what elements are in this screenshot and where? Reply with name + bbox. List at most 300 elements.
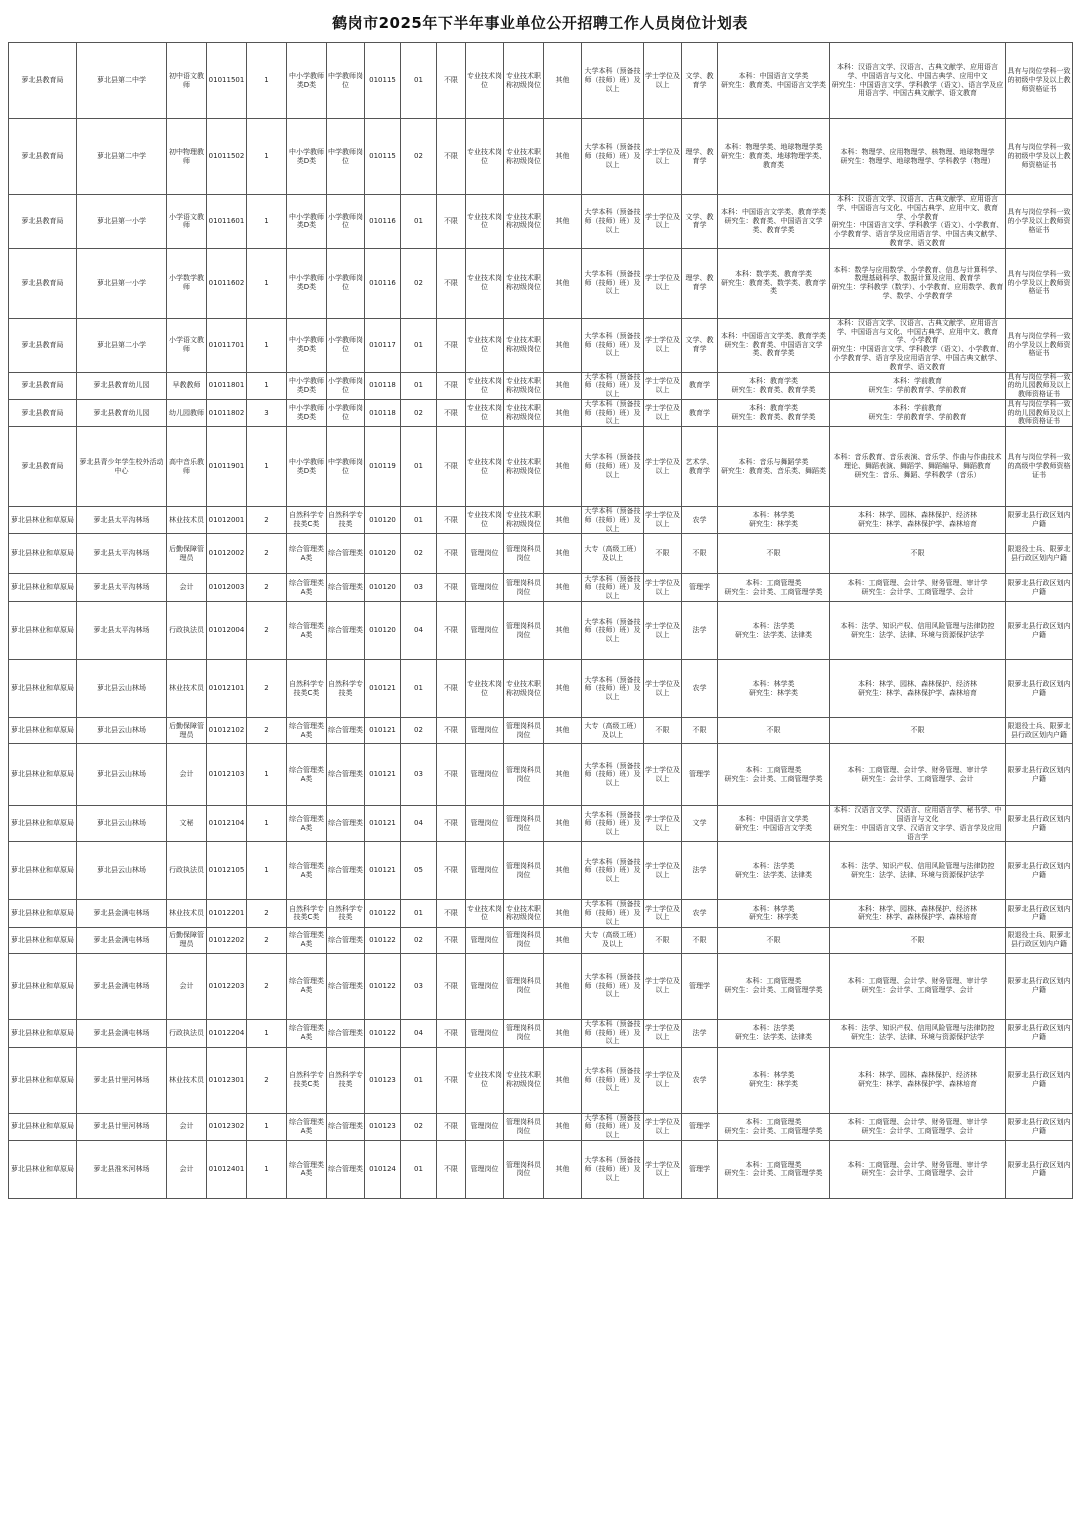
cell-major-category: 本科：工商管理类 研究生：会计类、工商管理学类 (718, 953, 830, 1019)
cell-position-number: 02 (401, 534, 437, 574)
cell-post-level: 管理岗科员岗位 (504, 602, 544, 660)
cell-position-type: 自然科学专技类 (327, 900, 365, 927)
cell-gender: 不限 (437, 842, 466, 900)
cell-position-name: 早教教师 (167, 372, 207, 399)
cell-other: 其他 (544, 427, 582, 507)
table-row (9, 806, 1073, 842)
cell-employer-code: 010117 (365, 318, 401, 372)
cell-other: 其他 (544, 119, 582, 195)
cell-position-code: 01012101 (207, 660, 247, 718)
cell-other-conditions: 限萝北县行政区划内户籍 (1006, 806, 1073, 842)
cell-education: 大学本科（预备技师（技师）班）及以上 (582, 953, 644, 1019)
cell-other: 其他 (544, 1140, 582, 1198)
cell-post-nature: 专业技术岗位 (466, 43, 504, 119)
cell-employer: 萝北县太平沟林场 (77, 507, 167, 534)
cell-major-specific: 本科：工商管理、会计学、财务管理、审计学 研究生：会计学、工商管理学、会计 (830, 1113, 1006, 1140)
cell-position-number: 02 (401, 119, 437, 195)
cell-post-level: 管理岗科员岗位 (504, 574, 544, 602)
cell-gender: 不限 (437, 43, 466, 119)
cell-major-category: 本科：法学类 研究生：法学类、法律类 (718, 602, 830, 660)
cell-education: 大学本科（预备技师（技师）班）及以上 (582, 1047, 644, 1113)
cell-employer-code: 010122 (365, 900, 401, 927)
cell-degree: 学士学位及以上 (644, 1019, 682, 1047)
cell-major-category: 本科：中国语言文学类、教育学类 研究生：教育类、中国语言文学类、教育学类 (718, 318, 830, 372)
cell-major-category: 本科：林学类 研究生：林学类 (718, 900, 830, 927)
cell-post-level: 专业技术职称初级岗位 (504, 318, 544, 372)
cell-position-number: 01 (401, 43, 437, 119)
cell-headcount: 1 (247, 119, 287, 195)
cell-discipline: 管理学 (682, 1140, 718, 1198)
table-row (9, 1047, 1073, 1113)
cell-discipline: 法学 (682, 1019, 718, 1047)
cell-post-level: 专业技术职称初级岗位 (504, 372, 544, 399)
cell-discipline: 文学、教育学 (682, 195, 718, 249)
cell-other: 其他 (544, 534, 582, 574)
cell-position-name: 林业技术员 (167, 507, 207, 534)
table-row (9, 744, 1073, 806)
cell-major-category: 本科：法学类 研究生：法学类、法律类 (718, 1019, 830, 1047)
cell-headcount: 1 (247, 427, 287, 507)
cell-position-category: 综合管理类A类 (287, 927, 327, 953)
cell-employer: 萝北县第二小学 (77, 318, 167, 372)
cell-employer-code: 010116 (365, 248, 401, 318)
cell-other-conditions: 限萝北县行政区划内户籍 (1006, 602, 1073, 660)
cell-post-level: 管理岗科员岗位 (504, 1019, 544, 1047)
cell-other-conditions: 具有与岗位学科一致的初级中学及以上教师资格证书 (1006, 119, 1073, 195)
cell-position-code: 01012203 (207, 953, 247, 1019)
cell-degree: 学士学位及以上 (644, 1140, 682, 1198)
cell-employer: 萝北县云山林场 (77, 744, 167, 806)
cell-department: 萝北县林业和草原局 (9, 953, 77, 1019)
cell-employer-code: 010123 (365, 1047, 401, 1113)
cell-post-level: 管理岗科员岗位 (504, 1140, 544, 1198)
cell-gender: 不限 (437, 806, 466, 842)
cell-major-category: 本科：工商管理类 研究生：会计类、工商管理学类 (718, 574, 830, 602)
cell-major-specific: 不限 (830, 927, 1006, 953)
cell-employer: 萝北县第一小学 (77, 195, 167, 249)
cell-other: 其他 (544, 248, 582, 318)
cell-post-nature: 专业技术岗位 (466, 195, 504, 249)
cell-post-level: 管理岗科员岗位 (504, 806, 544, 842)
cell-major-category: 本科：教育学类 研究生：教育类、教育学类 (718, 399, 830, 426)
cell-major-specific: 本科：法学、知识产权、信用风险管理与法律防控 研究生：法学、法律、环境与资源保护法学 (830, 842, 1006, 900)
cell-post-level: 专业技术职称初级岗位 (504, 660, 544, 718)
cell-major-specific: 本科：学前教育 研究生：学前教育学、学前教育 (830, 372, 1006, 399)
cell-headcount: 2 (247, 1047, 287, 1113)
cell-discipline: 管理学 (682, 744, 718, 806)
cell-headcount: 1 (247, 43, 287, 119)
cell-discipline: 不限 (682, 927, 718, 953)
cell-position-number: 04 (401, 806, 437, 842)
cell-department: 萝北县林业和草原局 (9, 1140, 77, 1198)
cell-post-nature: 管理岗位 (466, 1140, 504, 1198)
cell-position-type: 综合管理类 (327, 718, 365, 744)
cell-position-number: 01 (401, 1140, 437, 1198)
cell-other: 其他 (544, 574, 582, 602)
cell-post-level: 专业技术职称初级岗位 (504, 900, 544, 927)
cell-other: 其他 (544, 953, 582, 1019)
cell-position-name: 小学数学教师 (167, 248, 207, 318)
cell-other: 其他 (544, 806, 582, 842)
cell-position-code: 01011901 (207, 427, 247, 507)
cell-position-number: 03 (401, 953, 437, 1019)
cell-major-category: 本科：中国语言文学类 研究生：教育类、中国语言文学类 (718, 43, 830, 119)
cell-gender: 不限 (437, 718, 466, 744)
cell-employer-code: 010121 (365, 660, 401, 718)
cell-position-name: 幼儿园教师 (167, 399, 207, 426)
cell-discipline: 教育学 (682, 372, 718, 399)
cell-degree: 不限 (644, 534, 682, 574)
cell-degree: 学士学位及以上 (644, 399, 682, 426)
cell-department: 萝北县教育局 (9, 399, 77, 426)
cell-position-name: 小学语文教师 (167, 318, 207, 372)
cell-employer: 萝北县云山林场 (77, 718, 167, 744)
cell-position-category: 综合管理类A类 (287, 744, 327, 806)
cell-department: 萝北县教育局 (9, 248, 77, 318)
cell-discipline: 农学 (682, 900, 718, 927)
cell-headcount: 1 (247, 248, 287, 318)
cell-degree: 不限 (644, 927, 682, 953)
table-row (9, 574, 1073, 602)
cell-discipline: 艺术学、教育学 (682, 427, 718, 507)
cell-post-nature: 专业技术岗位 (466, 248, 504, 318)
cell-other: 其他 (544, 195, 582, 249)
cell-gender: 不限 (437, 1019, 466, 1047)
cell-other: 其他 (544, 507, 582, 534)
cell-gender: 不限 (437, 574, 466, 602)
cell-position-category: 综合管理类A类 (287, 574, 327, 602)
cell-degree: 学士学位及以上 (644, 602, 682, 660)
cell-position-code: 01011701 (207, 318, 247, 372)
cell-degree: 学士学位及以上 (644, 507, 682, 534)
cell-position-code: 01012105 (207, 842, 247, 900)
cell-position-category: 自然科学专技类C类 (287, 507, 327, 534)
cell-position-name: 后勤保障管理员 (167, 534, 207, 574)
cell-major-category: 本科：工商管理类 研究生：会计类、工商管理学类 (718, 1140, 830, 1198)
cell-other-conditions: 限退役士兵、限萝北县行政区划内户籍 (1006, 927, 1073, 953)
cell-position-name: 行政执法员 (167, 602, 207, 660)
cell-position-category: 综合管理类A类 (287, 1113, 327, 1140)
cell-department: 萝北县林业和草原局 (9, 1047, 77, 1113)
cell-position-name: 文秘 (167, 806, 207, 842)
cell-position-code: 01012204 (207, 1019, 247, 1047)
cell-employer-code: 010118 (365, 399, 401, 426)
cell-position-number: 01 (401, 507, 437, 534)
cell-position-code: 01011601 (207, 195, 247, 249)
cell-department: 萝北县林业和草原局 (9, 1019, 77, 1047)
cell-major-category: 本科：中国语言文学类 研究生：中国语言文学类 (718, 806, 830, 842)
cell-position-number: 01 (401, 1047, 437, 1113)
cell-gender: 不限 (437, 195, 466, 249)
cell-gender: 不限 (437, 399, 466, 426)
cell-other: 其他 (544, 399, 582, 426)
cell-other: 其他 (544, 1019, 582, 1047)
cell-major-specific: 本科：汉语言文学、汉语言、古典文献学、应用语言学、中国语言与文化、中国古典学、应用中文、教育学、小学教育 研究生：中国语言文学、学科教学（语文）、小学教育、小学教育学、语言学及应用语言学、中国古典文献学、教育学、语文教育 (830, 195, 1006, 249)
cell-education: 大学本科（预备技师（技师）班）及以上 (582, 507, 644, 534)
cell-education: 大学本科（预备技师（技师）班）及以上 (582, 318, 644, 372)
cell-discipline: 理学、教育学 (682, 248, 718, 318)
cell-employer-code: 010122 (365, 927, 401, 953)
table-row (9, 927, 1073, 953)
cell-position-name: 会计 (167, 953, 207, 1019)
cell-employer-code: 010121 (365, 842, 401, 900)
cell-degree: 学士学位及以上 (644, 372, 682, 399)
cell-position-type: 综合管理类 (327, 534, 365, 574)
cell-post-level: 专业技术职称初级岗位 (504, 43, 544, 119)
cell-education: 大学本科（预备技师（技师）班）及以上 (582, 842, 644, 900)
cell-education: 大学本科（预备技师（技师）班）及以上 (582, 1140, 644, 1198)
cell-other: 其他 (544, 927, 582, 953)
cell-major-specific: 本科：林学、园林、森林保护、经济林 研究生：林学、森林保护学、森林培育 (830, 660, 1006, 718)
cell-other-conditions: 具有与岗位学科一致的高级中学教师资格证书 (1006, 427, 1073, 507)
cell-other-conditions: 限萝北县行政区划内户籍 (1006, 1019, 1073, 1047)
cell-other-conditions: 限萝北县行政区划内户籍 (1006, 1113, 1073, 1140)
cell-degree: 学士学位及以上 (644, 842, 682, 900)
cell-education: 大学本科（预备技师（技师）班）及以上 (582, 1019, 644, 1047)
cell-other: 其他 (544, 1047, 582, 1113)
cell-position-type: 综合管理类 (327, 1113, 365, 1140)
cell-employer: 萝北县教育幼儿园 (77, 372, 167, 399)
cell-post-nature: 专业技术岗位 (466, 372, 504, 399)
cell-other-conditions: 限萝北县行政区划内户籍 (1006, 900, 1073, 927)
cell-position-type: 综合管理类 (327, 953, 365, 1019)
cell-position-category: 综合管理类A类 (287, 602, 327, 660)
cell-other: 其他 (544, 318, 582, 372)
cell-employer: 萝北县青少年学生校外活动中心 (77, 427, 167, 507)
cell-post-level: 管理岗科员岗位 (504, 927, 544, 953)
cell-position-type: 中学教师岗位 (327, 43, 365, 119)
cell-position-code: 01012002 (207, 534, 247, 574)
cell-gender: 不限 (437, 318, 466, 372)
cell-major-specific: 本科：工商管理、会计学、财务管理、审计学 研究生：会计学、工商管理学、会计 (830, 744, 1006, 806)
cell-position-name: 会计 (167, 1113, 207, 1140)
cell-degree: 学士学位及以上 (644, 574, 682, 602)
cell-post-level: 管理岗科员岗位 (504, 718, 544, 744)
cell-education: 大专（高级工班）及以上 (582, 718, 644, 744)
cell-education: 大学本科（预备技师（技师）班）及以上 (582, 427, 644, 507)
cell-major-category: 本科：林学类 研究生：林学类 (718, 660, 830, 718)
cell-degree: 学士学位及以上 (644, 744, 682, 806)
cell-position-number: 05 (401, 842, 437, 900)
table-row (9, 43, 1073, 119)
cell-degree: 学士学位及以上 (644, 43, 682, 119)
cell-gender: 不限 (437, 372, 466, 399)
cell-gender: 不限 (437, 660, 466, 718)
cell-major-category: 本科：物理学类、地球物理学类 研究生：教育类、地球物理学类、教育类 (718, 119, 830, 195)
cell-education: 大学本科（预备技师（技师）班）及以上 (582, 399, 644, 426)
cell-post-level: 管理岗科员岗位 (504, 953, 544, 1019)
cell-position-category: 综合管理类A类 (287, 1019, 327, 1047)
cell-post-nature: 管理岗位 (466, 1019, 504, 1047)
cell-position-category: 中小学教师类D类 (287, 427, 327, 507)
cell-headcount: 2 (247, 660, 287, 718)
cell-position-category: 综合管理类A类 (287, 842, 327, 900)
cell-major-category: 本科：法学类 研究生：法学类、法律类 (718, 842, 830, 900)
cell-major-specific: 本科：汉语言文学、汉语言、古典文献学、应用语言学、中国语言与文化、中国古典学、应用中文、教育学、小学教育 研究生：中国语言文学、学科教学（语文）、小学教育、小学教育学、语言学及应用语言学、中国古典文献学、教育学、语文教育 (830, 318, 1006, 372)
cell-gender: 不限 (437, 1113, 466, 1140)
cell-education: 大学本科（预备技师（技师）班）及以上 (582, 806, 644, 842)
cell-major-specific: 本科：林学、园林、森林保护、经济林 研究生：林学、森林保护学、森林培育 (830, 900, 1006, 927)
cell-employer: 萝北县金满屯林场 (77, 953, 167, 1019)
cell-discipline: 文学 (682, 806, 718, 842)
cell-position-code: 01012102 (207, 718, 247, 744)
cell-education: 大学本科（预备技师（技师）班）及以上 (582, 195, 644, 249)
cell-other-conditions: 具有与岗位学科一致的幼儿园教师及以上教师资格证书 (1007, 372, 1071, 398)
cell-headcount: 1 (247, 842, 287, 900)
cell-employer-code: 010115 (365, 119, 401, 195)
cell-other-conditions: 限萝北县行政区划内户籍 (1006, 1140, 1073, 1198)
table-row (9, 119, 1073, 195)
cell-post-level: 管理岗科员岗位 (504, 744, 544, 806)
cell-position-code: 01011501 (207, 43, 247, 119)
cell-position-type: 自然科学专技类 (327, 507, 365, 534)
cell-department: 萝北县林业和草原局 (9, 574, 77, 602)
cell-post-nature: 管理岗位 (466, 718, 504, 744)
cell-post-level: 专业技术职称初级岗位 (504, 399, 544, 426)
cell-post-nature: 专业技术岗位 (466, 1047, 504, 1113)
cell-gender: 不限 (437, 119, 466, 195)
cell-employer: 萝北县第二中学 (77, 43, 167, 119)
cell-post-level: 管理岗科员岗位 (504, 1113, 544, 1140)
cell-post-nature: 专业技术岗位 (466, 427, 504, 507)
cell-major-specific: 本科：工商管理、会计学、财务管理、审计学 研究生：会计学、工商管理学、会计 (830, 953, 1006, 1019)
cell-post-level: 专业技术职称初级岗位 (504, 195, 544, 249)
cell-position-category: 自然科学专技类C类 (287, 1047, 327, 1113)
cell-position-name: 行政执法员 (167, 1019, 207, 1047)
cell-headcount: 1 (247, 1113, 287, 1140)
table-row (9, 900, 1073, 927)
cell-position-code: 01012302 (207, 1113, 247, 1140)
cell-position-code: 01011602 (207, 248, 247, 318)
cell-degree: 学士学位及以上 (644, 806, 682, 842)
cell-employer: 萝北县金满屯林场 (77, 900, 167, 927)
cell-education: 大学本科（预备技师（技师）班）及以上 (582, 744, 644, 806)
cell-position-category: 中小学教师类D类 (287, 372, 327, 399)
cell-position-type: 中学教师岗位 (327, 427, 365, 507)
cell-employer-code: 010121 (365, 718, 401, 744)
cell-department: 萝北县林业和草原局 (9, 534, 77, 574)
cell-employer: 萝北县太平沟林场 (77, 602, 167, 660)
cell-department: 萝北县林业和草原局 (9, 927, 77, 953)
cell-other-conditions: 具有与岗位学科一致的初级中学及以上教师资格证书 (1006, 43, 1073, 119)
cell-post-nature: 管理岗位 (466, 534, 504, 574)
cell-headcount: 2 (247, 574, 287, 602)
cell-degree: 学士学位及以上 (644, 318, 682, 372)
cell-post-nature: 管理岗位 (466, 1113, 504, 1140)
cell-education: 大专（高级工班）及以上 (582, 534, 644, 574)
cell-employer-code: 010120 (365, 507, 401, 534)
cell-employer: 萝北县金满屯林场 (77, 927, 167, 953)
cell-position-number: 03 (401, 574, 437, 602)
cell-education: 大学本科（预备技师（技师）班）及以上 (582, 900, 644, 927)
cell-gender: 不限 (437, 900, 466, 927)
cell-position-type: 综合管理类 (327, 1140, 365, 1198)
cell-position-category: 中小学教师类D类 (287, 399, 327, 426)
cell-headcount: 1 (247, 744, 287, 806)
table-row (9, 372, 1073, 399)
cell-major-specific: 不限 (830, 534, 1006, 574)
cell-position-category: 中小学教师类D类 (287, 318, 327, 372)
cell-position-code: 01011801 (207, 372, 247, 399)
page-title: 鹤岗市2025年下半年事业单位公开招聘工作人员岗位计划表 (332, 14, 748, 32)
cell-position-name: 林业技术员 (167, 660, 207, 718)
cell-post-nature: 专业技术岗位 (466, 318, 504, 372)
cell-discipline: 不限 (682, 718, 718, 744)
table-row (9, 1113, 1073, 1140)
cell-department: 萝北县教育局 (9, 427, 77, 507)
cell-major-specific: 本科：物理学、应用物理学、核物理、地球物理学 研究生：物理学、地球物理学、学科教学（物理） (830, 119, 1006, 195)
cell-position-type: 综合管理类 (327, 574, 365, 602)
cell-employer: 萝北县太平沟林场 (77, 574, 167, 602)
cell-position-number: 04 (401, 602, 437, 660)
cell-position-name: 会计 (167, 574, 207, 602)
cell-other: 其他 (544, 372, 582, 399)
cell-post-nature: 管理岗位 (466, 744, 504, 806)
table-row (9, 1140, 1073, 1198)
cell-department: 萝北县林业和草原局 (9, 602, 77, 660)
cell-headcount: 2 (247, 507, 287, 534)
cell-position-code: 01012202 (207, 927, 247, 953)
cell-position-category: 中小学教师类D类 (287, 248, 327, 318)
cell-education: 大学本科（预备技师（技师）班）及以上 (582, 248, 644, 318)
cell-department: 萝北县林业和草原局 (9, 1113, 77, 1140)
cell-major-specific: 本科：法学、知识产权、信用风险管理与法律防控 研究生：法学、法律、环境与资源保护法学 (830, 1019, 1006, 1047)
cell-position-code: 01012103 (207, 744, 247, 806)
cell-post-nature: 管理岗位 (466, 574, 504, 602)
cell-employer-code: 010120 (365, 574, 401, 602)
cell-other-conditions: 具有与岗位学科一致的小学及以上教师资格证书 (1006, 248, 1073, 318)
cell-degree: 学士学位及以上 (644, 195, 682, 249)
cell-position-number: 02 (401, 1113, 437, 1140)
table-row (9, 953, 1073, 1019)
cell-employer-code: 010122 (365, 1019, 401, 1047)
cell-department: 萝北县教育局 (9, 43, 77, 119)
cell-department: 萝北县林业和草原局 (9, 900, 77, 927)
cell-major-specific: 本科：汉语言文学、汉语言、应用语言学、秘书学、中国语言与文化 研究生：中国语言文学、汉语言文字学、语言学及应用语言学 (830, 806, 1006, 842)
cell-major-category: 本科：工商管理类 研究生：会计类、工商管理学类 (718, 1113, 830, 1140)
cell-position-category: 综合管理类A类 (287, 718, 327, 744)
table-row (9, 842, 1073, 900)
cell-position-name: 会计 (167, 744, 207, 806)
cell-position-name: 行政执法员 (167, 842, 207, 900)
cell-employer-code: 010123 (365, 1113, 401, 1140)
cell-position-category: 中小学教师类D类 (287, 119, 327, 195)
cell-position-number: 02 (401, 248, 437, 318)
cell-position-number: 02 (401, 927, 437, 953)
cell-headcount: 2 (247, 718, 287, 744)
cell-discipline: 管理学 (682, 1113, 718, 1140)
cell-headcount: 2 (247, 900, 287, 927)
cell-post-nature: 管理岗位 (466, 806, 504, 842)
cell-headcount: 1 (247, 1140, 287, 1198)
cell-position-type: 综合管理类 (327, 744, 365, 806)
cell-major-category: 本科：音乐与舞蹈学类 研究生：教育类、音乐类、舞蹈类 (718, 427, 830, 507)
cell-post-nature: 专业技术岗位 (466, 507, 504, 534)
cell-employer: 萝北县第一小学 (77, 248, 167, 318)
cell-employer-code: 010120 (365, 602, 401, 660)
cell-degree: 学士学位及以上 (644, 660, 682, 718)
cell-headcount: 2 (247, 927, 287, 953)
cell-discipline: 农学 (682, 1047, 718, 1113)
cell-employer: 萝北县云山林场 (77, 806, 167, 842)
cell-position-code: 01012301 (207, 1047, 247, 1113)
cell-position-number: 01 (401, 372, 437, 399)
cell-degree: 不限 (644, 718, 682, 744)
cell-education: 大学本科（预备技师（技师）班）及以上 (582, 660, 644, 718)
cell-major-specific: 本科：工商管理、会计学、财务管理、审计学 研究生：会计学、工商管理学、会计 (830, 1140, 1006, 1198)
cell-position-code: 01011802 (207, 399, 247, 426)
cell-post-level: 管理岗科员岗位 (504, 842, 544, 900)
